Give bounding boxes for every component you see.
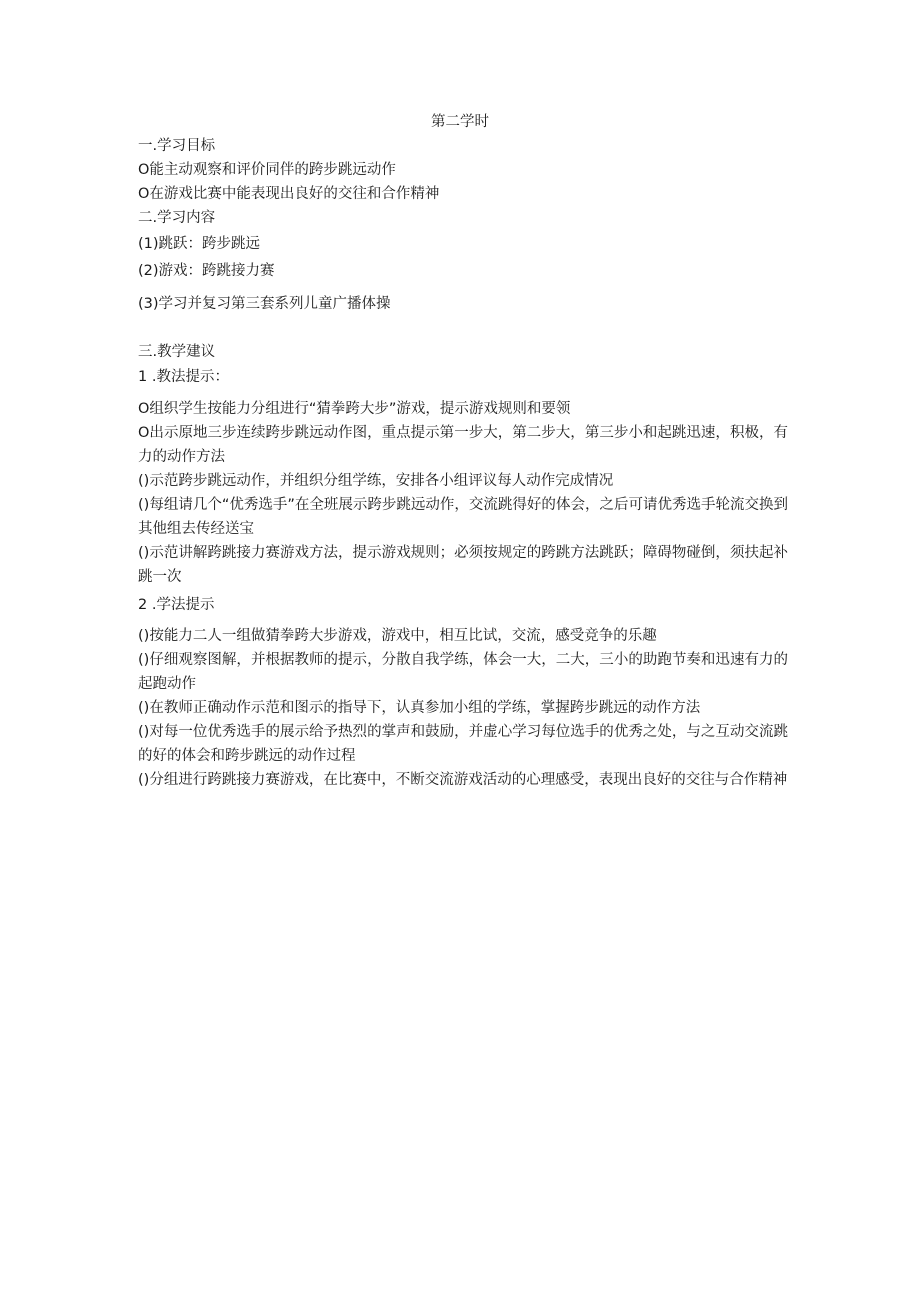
- learning-tips-heading: 2 .学法提示: [138, 597, 215, 613]
- content-item: (1)跳跃：跨步跳远: [138, 236, 261, 252]
- teaching-tips-heading: 1 .教法提示：: [138, 369, 229, 385]
- learning-tip-item: ()分组进行跨跳接力赛游戏，在比赛中，不断交流游戏活动的心理感受，表现出良好的交往与合作精神: [138, 772, 788, 788]
- teaching-tip-item: O出示原地三步连续跨步跳远动作图，重点提示第一步大，第二步大，第三步小和起跳迅速，积极，有力的动作方法: [138, 425, 788, 465]
- teaching-tip-item: O组织学生按能力分组进行“猜拳跨大步”游戏，提示游戏规则和要领: [138, 401, 571, 417]
- content-item: (3)学习并复习第三套系列儿童广播体操: [138, 296, 391, 312]
- suggestions-heading: 三.教学建议: [138, 344, 216, 360]
- learning-tip-item: ()对每一位优秀选手的展示给予热烈的掌声和鼓励，并虚心学习每位选手的优秀之处，与之互动交流跳的好的体会和跨步跳远的动作过程: [138, 724, 788, 764]
- learning-tip-item: ()在教师正确动作示范和图示的指导下，认真参加小组的学练，掌握跨步跳远的动作方法: [138, 700, 701, 716]
- teaching-tip-item: ()每组请几个“优秀选手”在全班展示跨步跳远动作，交流跳得好的体会，之后可请优秀选手轮流交换到其他组去传经送宝: [138, 497, 788, 537]
- goals-heading: 一.学习目标: [138, 138, 216, 154]
- page-title: 第二学时: [431, 114, 489, 130]
- learning-tip-item: ()仔细观察图解，并根据教师的提示，分散自我学练，体会一大，二大，三小的助跑节奏和迅速有力的起跑动作: [138, 652, 788, 692]
- teaching-tip-item: ()示范讲解跨跳接力赛游戏方法，提示游戏规则；必须按规定的跨跳方法跳跃；障碍物碰倒，须扶起补跳一次: [138, 545, 788, 585]
- content-heading: 二.学习内容: [138, 210, 216, 226]
- teaching-tip-item: ()示范跨步跳远动作，并组织分组学练，安排各小组评议每人动作完成情况: [138, 473, 614, 489]
- goal-item: O能主动观察和评价同伴的跨步跳远动作: [138, 162, 396, 178]
- learning-tip-item: ()按能力二人一组做猜拳跨大步游戏，游戏中，相互比试，交流，感受竞争的乐趣: [138, 628, 657, 644]
- goal-item: O在游戏比赛中能表现出良好的交往和合作精神: [138, 186, 440, 202]
- content-item: (2)游戏：跨跳接力赛: [138, 263, 275, 279]
